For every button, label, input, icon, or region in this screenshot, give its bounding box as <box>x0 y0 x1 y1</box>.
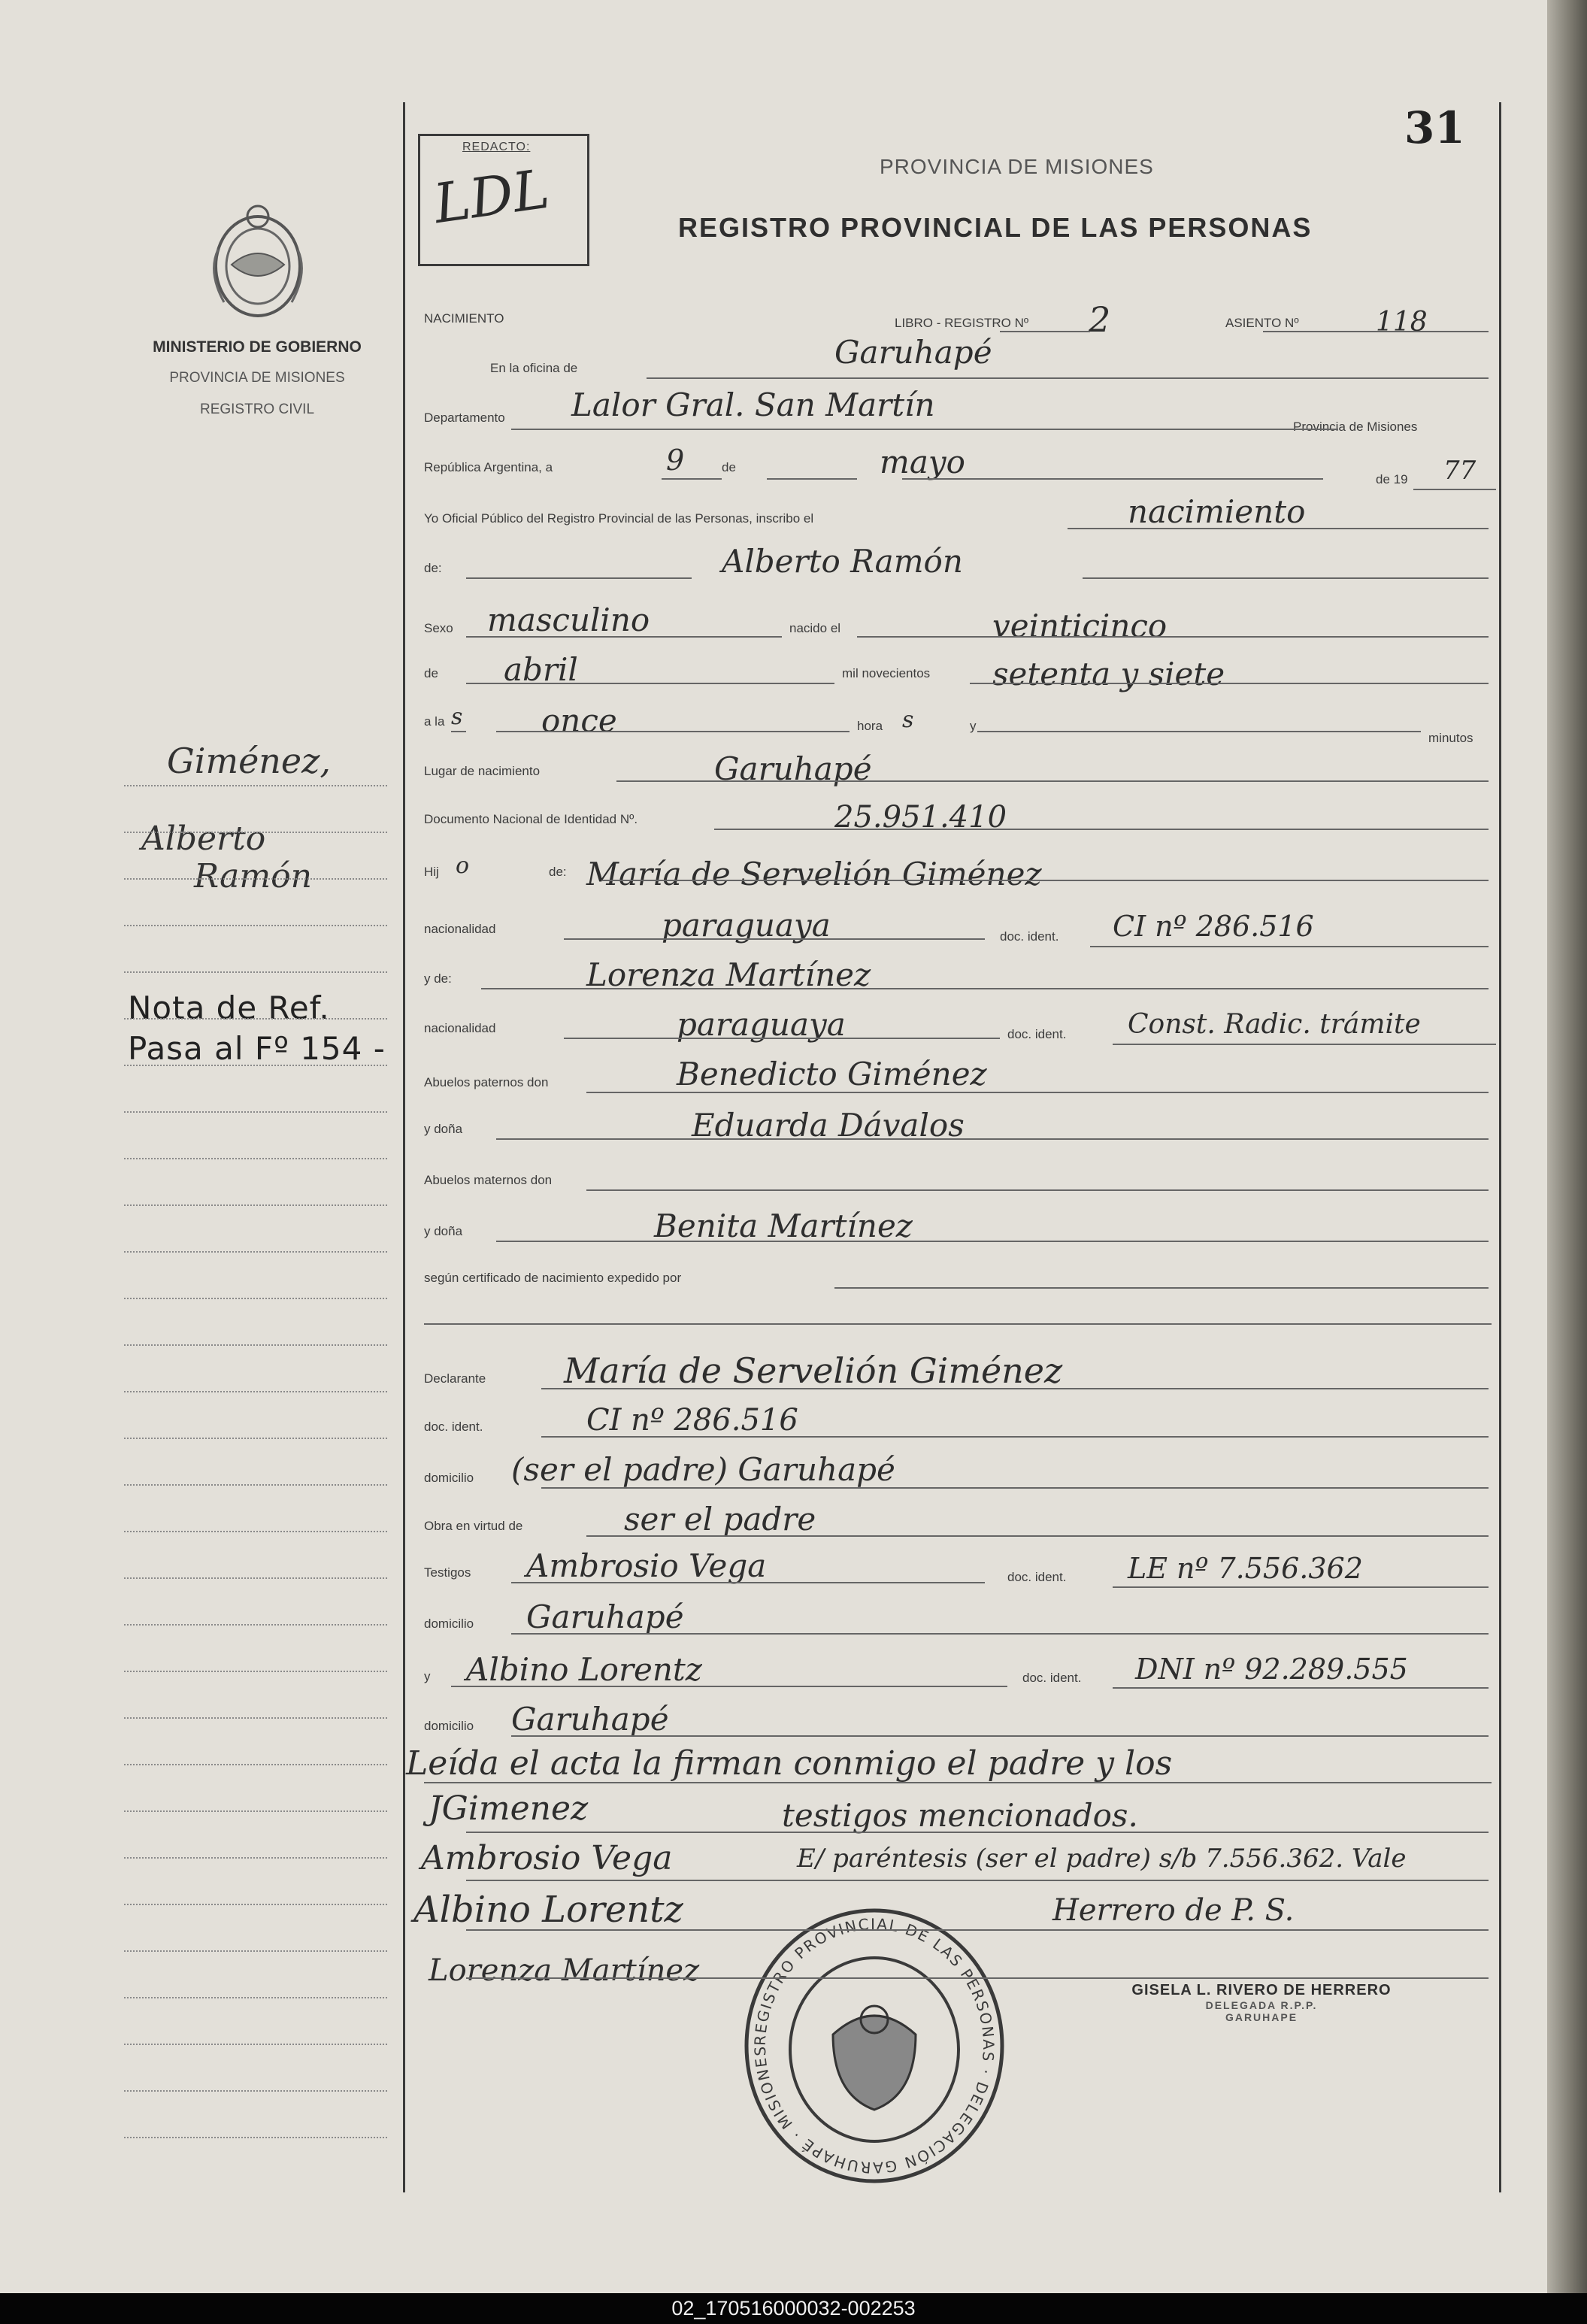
label-nacionalidad-mother: nacionalidad <box>424 1021 496 1035</box>
redacto-initials: LDL <box>429 156 553 236</box>
form-field-line <box>1090 946 1489 947</box>
form-field-line <box>1068 528 1489 529</box>
margin-rule <box>124 1997 387 1998</box>
label-domicilio: domicilio <box>424 1471 474 1485</box>
margin-given-name-1: Alberto <box>141 820 266 858</box>
entry-leida-line-2: testigos mencionados. <box>782 1797 1138 1834</box>
margin-rule <box>124 832 387 833</box>
entry-hora-suffix: s <box>451 704 463 730</box>
margin-rule <box>124 1391 387 1392</box>
form-field-line <box>466 1832 1489 1833</box>
entry-abuelo-paterno: Benedicto Giménez <box>677 1056 987 1092</box>
form-field-line <box>601 880 1489 881</box>
label-hora: hora <box>857 719 883 733</box>
label-de-month: de <box>722 460 736 474</box>
label-asiento: ASIENTO Nº <box>1225 316 1299 330</box>
official-signature-block <box>1104 1982 1419 2023</box>
label-domicilio-witness-2: domicilio <box>424 1719 474 1733</box>
label-segun: según certificado de nacimiento expedido por <box>424 1271 682 1285</box>
entry-nacionalidad-madre: paraguaya <box>677 1006 846 1043</box>
margin-rule <box>124 1904 387 1905</box>
label-nacionalidad-father: nacionalidad <box>424 922 496 936</box>
label-republica: República Argentina, a <box>424 460 553 474</box>
label-y-dona-paternal: y doña <box>424 1122 463 1136</box>
entry-testigo-1: Ambrosio Vega <box>526 1547 767 1584</box>
signature-witness-2: Albino Lorentz <box>413 1889 683 1931</box>
entry-domicilio: (ser el padre) Garuhapé <box>511 1451 895 1488</box>
margin-note-reference: Nota de Ref. <box>128 989 330 1026</box>
label-yo-oficial: Yo Oficial Público del Registro Provincial de las Personas, inscribo el <box>424 511 814 526</box>
coat-of-arms-icon <box>201 197 314 325</box>
margin-rule <box>124 2137 387 2138</box>
entry-dia: 9 <box>666 444 685 477</box>
entry-libro: 2 <box>1089 299 1111 340</box>
form-field-line <box>466 636 782 638</box>
margin-surname: Giménez, <box>167 741 332 781</box>
label-minutos: minutos <box>1428 731 1473 745</box>
label-libro: LIBRO - REGISTRO Nº <box>895 316 1029 330</box>
entry-abuela-paterna: Eduarda Dávalos <box>692 1107 965 1144</box>
header-registry: REGISTRO PROVINCIAL DE LAS PERSONAS <box>678 212 1313 243</box>
form-field-line <box>466 1880 1489 1881</box>
entry-anio: 77 <box>1443 456 1476 486</box>
margin-rule <box>124 971 387 973</box>
margin-rule <box>124 1717 387 1719</box>
margin-rule <box>124 785 387 786</box>
form-field-line <box>586 1535 1489 1537</box>
label-y-witness-2: y <box>424 1669 431 1683</box>
form-field-line <box>541 1388 1489 1389</box>
form-field-line <box>1413 489 1496 490</box>
entry-domicilio-testigo-1: Garuhapé <box>526 1598 684 1635</box>
margin-rule <box>124 1950 387 1952</box>
entry-doc-madre: Const. Radic. trámite <box>1128 1009 1421 1040</box>
redacto-box <box>418 134 589 266</box>
label-y-de: y de: <box>424 971 452 986</box>
official-location: GARUHAPE <box>1225 2011 1298 2023</box>
form-field-line <box>1113 1687 1489 1689</box>
margin-rule <box>124 2090 387 2092</box>
margin-rule <box>124 1624 387 1626</box>
entry-madre: Lorenza Martínez <box>586 956 871 993</box>
form-field-line <box>647 377 1489 379</box>
label-doc-ident-father: doc. ident. <box>1000 929 1059 944</box>
entry-mes-nacimiento: abril <box>504 651 578 688</box>
ministry-province: PROVINCIA DE MISIONES <box>169 370 345 386</box>
label-de-birth-month: de <box>424 666 438 680</box>
margin-rule <box>124 1298 387 1299</box>
official-title: DELEGADA R.P.P. <box>1205 1999 1318 2011</box>
form-field-line <box>496 731 850 732</box>
form-field-line <box>496 1241 1489 1242</box>
form-field-line <box>767 478 857 480</box>
label-domicilio-witness-1: domicilio <box>424 1616 474 1631</box>
redacto-label: REDACTO: <box>462 141 531 153</box>
label-nacido: nacido el <box>789 621 841 635</box>
form-field-line <box>451 1686 1007 1687</box>
entry-doc-testigo-2: DNI nº 92.289.555 <box>1135 1653 1408 1686</box>
margin-note-page: Pasa al Fº 154 - <box>128 1030 386 1067</box>
label-obra: Obra en virtud de <box>424 1519 523 1533</box>
form-field-line <box>616 780 1489 782</box>
entry-nacido: veinticinco <box>992 608 1168 644</box>
entry-hora: once <box>541 702 617 739</box>
form-field-line <box>511 1735 1489 1737</box>
entry-oficina: Garuhapé <box>834 334 992 371</box>
form-field-line <box>1083 577 1489 579</box>
official-seal <box>735 1907 1013 2185</box>
margin-rule <box>124 1810 387 1812</box>
form-field-line <box>834 1287 1489 1289</box>
entry-hijo-suffix: o <box>456 853 470 879</box>
entry-padre: María de Servelión Giménez <box>586 856 1042 892</box>
form-field-line <box>511 1582 985 1583</box>
entry-acto: nacimiento <box>1128 493 1306 530</box>
margin-rule <box>124 1671 387 1672</box>
label-provincia: Provincia de Misiones <box>1293 420 1418 434</box>
page-edge <box>1547 0 1587 2293</box>
margin-rule <box>124 1764 387 1765</box>
form-field-line <box>586 1092 1489 1093</box>
margin-rule <box>124 1438 387 1439</box>
entry-nacionalidad-padre: paraguaya <box>662 907 831 944</box>
form-field-line <box>496 1138 1489 1140</box>
ministry-title: MINISTERIO DE GOBIERNO <box>153 338 362 356</box>
label-doc-ident-mother: doc. ident. <box>1007 1027 1067 1041</box>
margin-rule <box>124 878 387 880</box>
page-number: 31 <box>1404 102 1465 153</box>
entry-domicilio-testigo-2: Garuhapé <box>511 1701 669 1738</box>
label-lugar: Lugar de nacimiento <box>424 764 541 778</box>
form-field-line <box>466 577 692 579</box>
entry-leida-line-1: Leída el acta la firman conmigo el padre y los <box>406 1744 1173 1783</box>
form-field-line <box>424 1782 1492 1783</box>
margin-rule <box>124 1065 387 1066</box>
entry-testigo-2: Albino Lorentz <box>466 1651 702 1688</box>
label-doc-ident-witness-2: doc. ident. <box>1022 1671 1082 1685</box>
form-field-line <box>1263 331 1489 332</box>
label-oficina: En la oficina de <box>490 361 578 375</box>
margin-rule <box>124 925 387 926</box>
margin-given-name-2: Ramón <box>194 857 312 895</box>
label-departamento: Departamento <box>424 411 505 425</box>
label-abuelos-maternos: Abuelos maternos don <box>424 1173 553 1187</box>
form-field-line <box>564 1038 1000 1039</box>
entry-lugar: Garuhapé <box>714 750 872 787</box>
label-de-19: de 19 <box>1376 472 1408 486</box>
form-field-line <box>511 429 1338 430</box>
entry-doc-testigo-1: LE nº 7.556.362 <box>1128 1552 1363 1585</box>
signature-mother: Lorenza Martínez <box>429 1953 700 1988</box>
signature-official: Herrero de P. S. <box>1052 1893 1295 1928</box>
signature-father: JGimenez <box>429 1789 589 1828</box>
label-y: y <box>970 719 977 733</box>
label-testigos: Testigos <box>424 1565 471 1580</box>
form-right-border <box>1499 102 1501 2192</box>
form-field-line <box>541 1487 1489 1489</box>
entry-doc-declarante: CI nº 286.516 <box>586 1403 798 1438</box>
form-field-line <box>662 478 722 480</box>
label-doc-ident-witness-1: doc. ident. <box>1007 1570 1067 1584</box>
form-field-line <box>902 478 1323 480</box>
entry-hora-num: s <box>902 707 914 733</box>
entry-abuela-materna: Benita Martínez <box>654 1207 913 1244</box>
form-field-line <box>564 938 985 940</box>
entry-nota-parentesis: E/ paréntesis (ser el padre) s/b 7.556.362. Vale <box>797 1844 1407 1874</box>
margin-rule <box>124 1158 387 1159</box>
label-a-las: a la <box>424 714 445 729</box>
form-field-line <box>714 829 1489 830</box>
margin-rule <box>124 2044 387 2045</box>
label-de-name: de: <box>424 561 442 575</box>
ministry-registry: REGISTRO CIVIL <box>199 401 315 417</box>
entry-obra: ser el padre <box>624 1501 816 1538</box>
label-declarante: Declarante <box>424 1371 486 1386</box>
entry-nombre: Alberto Ramón <box>722 543 963 580</box>
form-field-line <box>481 988 1489 989</box>
margin-rule <box>124 1577 387 1579</box>
label-y-dona-maternal: y doña <box>424 1224 463 1238</box>
official-name: GISELA L. RIVERO DE HERRERO <box>1131 1982 1392 1998</box>
entry-sexo: masculino <box>487 601 650 638</box>
image-caption: 02_170516000032-002253 <box>671 2297 916 2319</box>
entry-departamento: Lalor Gral. San Martín <box>571 386 935 423</box>
form-field-line <box>424 1323 1492 1325</box>
header-province: PROVINCIA DE MISIONES <box>880 155 1154 178</box>
label-nacimiento: NACIMIENTO <box>424 311 504 326</box>
entry-declarante: María de Servelión Giménez <box>564 1350 1063 1391</box>
form-field-line <box>511 1633 1489 1635</box>
form-field-line <box>466 1977 1489 1979</box>
margin-rule <box>124 1111 387 1113</box>
form-field-line <box>541 1436 1489 1438</box>
form-field-line <box>857 636 1489 638</box>
label-hijo: Hij <box>424 865 439 879</box>
form-field-line <box>977 731 1421 732</box>
form-left-border <box>403 102 405 2192</box>
margin-rule <box>124 1484 387 1486</box>
signature-witness-1: Ambrosio Vega <box>421 1839 673 1877</box>
margin-rule <box>124 1344 387 1346</box>
form-field-line <box>466 683 834 684</box>
margin-rule <box>124 1251 387 1253</box>
label-doc-ident-declarante: doc. ident. <box>424 1420 483 1434</box>
entry-mes: mayo <box>880 444 965 480</box>
form-field-line <box>451 731 466 732</box>
entry-dni: 25.951.410 <box>834 800 1007 835</box>
label-abuelos-paternos: Abuelos paternos don <box>424 1075 549 1089</box>
label-documento: Documento Nacional de Identidad Nº. <box>424 812 638 826</box>
margin-rule <box>124 1018 387 1020</box>
entry-asiento: 118 <box>1376 307 1428 338</box>
label-de-father: de: <box>549 865 567 879</box>
margin-rule <box>124 1531 387 1532</box>
form-field-line <box>586 1189 1489 1191</box>
form-field-line <box>970 683 1489 684</box>
margin-rule <box>124 1204 387 1206</box>
form-field-line <box>1113 1044 1496 1045</box>
form-field-line <box>1113 1586 1489 1588</box>
label-sexo: Sexo <box>424 621 453 635</box>
form-field-line <box>466 1929 1489 1931</box>
form-field-line <box>1000 331 1090 332</box>
margin-rule <box>124 1857 387 1859</box>
seal-text: REGISTRO PROVINCIAL DE LAS PERSONAS · DELEGACIÓN GARUHAPÉ · MISIONES <box>750 1914 998 2177</box>
entry-doc-padre: CI nº 286.516 <box>1113 910 1314 943</box>
entry-anio-nacimiento: setenta y siete <box>992 656 1225 692</box>
label-mil: mil novecientos <box>842 666 931 680</box>
